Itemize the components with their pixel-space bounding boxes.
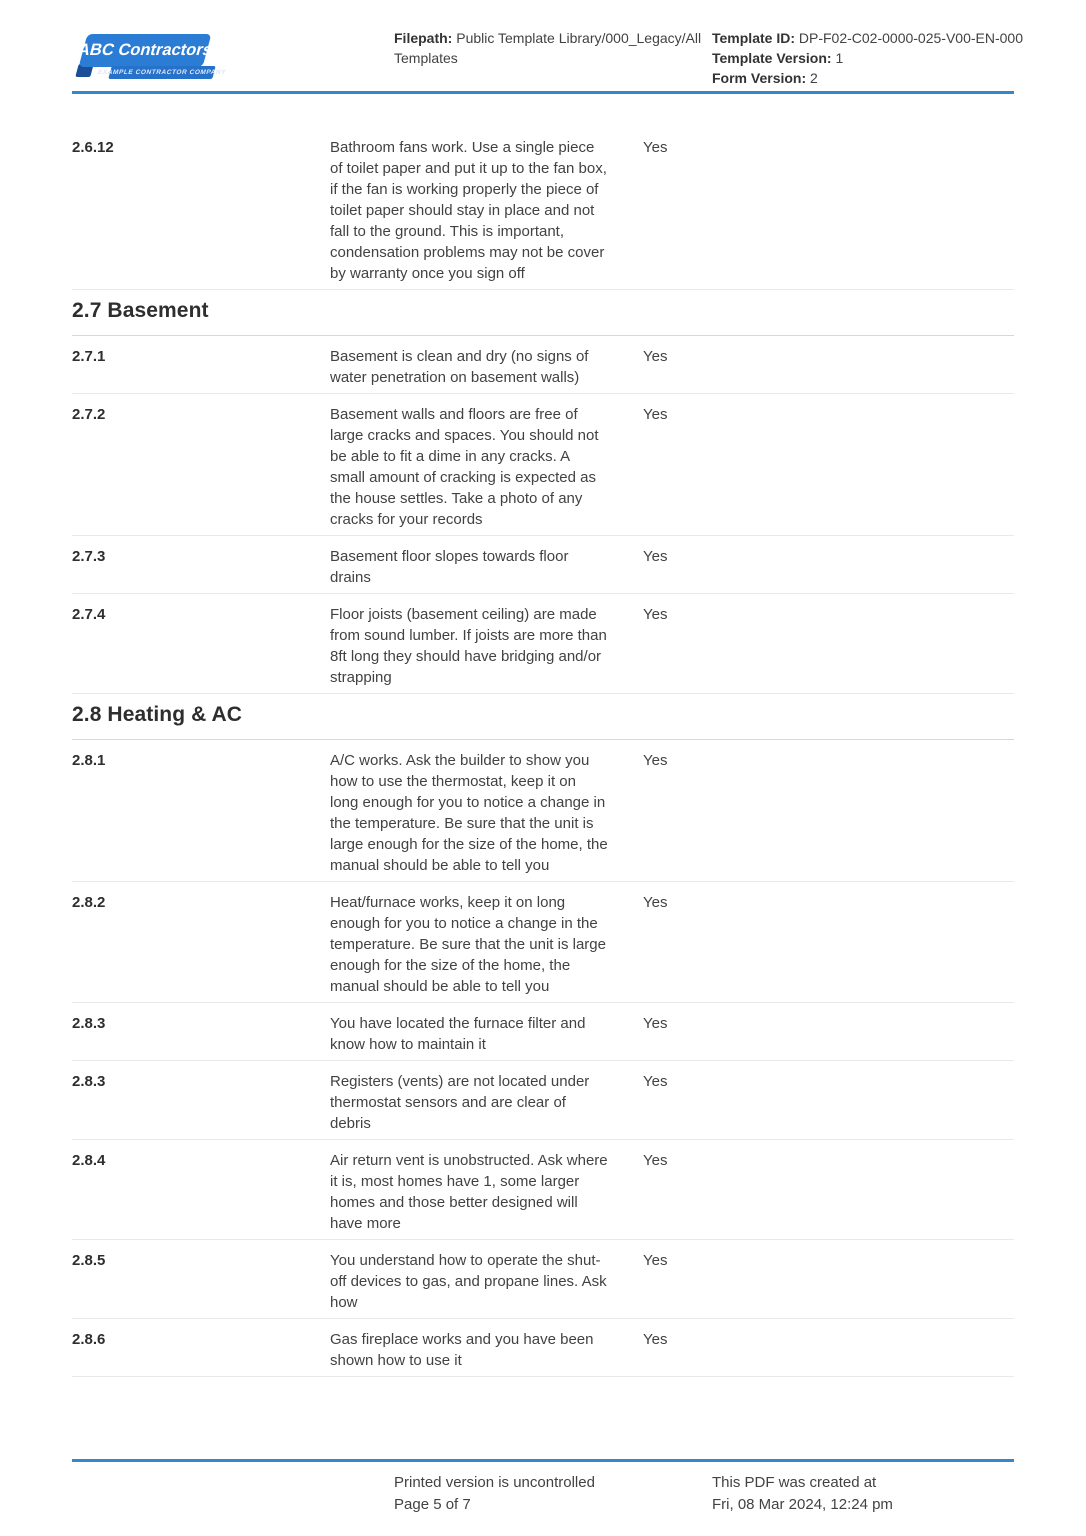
item-description: Floor joists (basement ceiling) are made from sound lumber. If joists are more than 8ft long they should have bridging and/or strapping <box>330 606 607 686</box>
item-description: Basement walls and floors are free of large cracks and spaces. You should not be able to fit a dime in any cracks. A small amount of cracking is expected as the house settles. Take a photo of any cracks for your records <box>330 406 599 528</box>
item-answer: Yes <box>643 406 668 423</box>
item-description: A/C works. Ask the builder to show you how to use the thermostat, keep it on long enough for you to notice a change in the temperature. Be sure that the unit is large enough for the size of the home, the manual should be able to tell you <box>330 752 608 874</box>
form-version-label: Form Version: <box>712 70 807 86</box>
form-version-value: 2 <box>810 70 818 86</box>
item-description: Bathroom fans work. Use a single piece of toilet paper and put it up to the fan box, if the fan is working properly the piece of toilet paper should stay in place and not fall to the ground. This is important, condensation problems may not be cover by warranty once you sign off <box>330 139 607 282</box>
footer-right <box>712 1472 893 1516</box>
checklist-item-row <box>72 740 1014 882</box>
template-meta <box>712 28 1032 88</box>
item-answer: Yes <box>643 752 668 769</box>
item-description: Basement is clean and dry (no signs of water penetration on basement walls) <box>330 348 589 386</box>
item-description: You have located the furnace filter and know how to maintain it <box>330 1015 586 1053</box>
item-answer: Yes <box>643 606 668 623</box>
template-id-value: DP-F02-C02-0000-025-V00-EN-000 <box>798 30 1023 46</box>
company-logo <box>72 28 228 82</box>
logo-subtitle: EXAMPLE CONTRACTOR COMPANY <box>108 66 215 79</box>
item-id: 2.8.3 <box>72 1073 106 1090</box>
item-id: 2.8.1 <box>72 752 106 769</box>
section-heading: 2.7 Basement <box>72 290 1014 336</box>
template-id-label: Template ID: <box>712 30 795 46</box>
checklist <box>72 94 1014 1377</box>
filepath-value: Public Template Library/000_Legacy/All Templates <box>394 30 702 66</box>
checklist-item-row <box>72 1140 1014 1240</box>
section-heading: 2.8 Heating & AC <box>72 694 1014 740</box>
item-answer: Yes <box>643 894 668 911</box>
item-id: 2.8.4 <box>72 1152 106 1169</box>
item-description: Heat/furnace works, keep it on long enough for you to notice a change in the temperature. Be sure that the unit is large enough for the size of the home, the manual should be able to tell you <box>330 894 606 995</box>
filepath <box>394 28 704 68</box>
footer-left <box>394 1472 595 1516</box>
checklist-item-row <box>72 594 1014 694</box>
item-answer: Yes <box>643 1152 668 1169</box>
template-id-line <box>712 28 1032 48</box>
template-version-label: Template Version: <box>712 50 832 66</box>
footer-divider <box>72 1459 1014 1462</box>
item-id: 2.7.4 <box>72 606 106 623</box>
template-version-value: 1 <box>835 50 844 66</box>
item-answer: Yes <box>643 139 668 156</box>
checklist-item-row <box>72 127 1014 290</box>
template-version-line <box>712 48 1032 68</box>
checklist-item-row <box>72 882 1014 1003</box>
checklist-item-row <box>72 394 1014 536</box>
item-id: 2.6.12 <box>72 139 114 156</box>
item-id: 2.8.2 <box>72 894 106 911</box>
item-description: You understand how to operate the shut-off devices to gas, and propane lines. Ask how <box>330 1252 607 1311</box>
item-answer: Yes <box>643 1073 668 1090</box>
item-id: 2.8.3 <box>72 1015 106 1032</box>
item-answer: Yes <box>643 1252 668 1269</box>
item-description: Air return vent is unobstructed. Ask where it is, most homes have 1, some larger homes and those better designed will have more <box>330 1152 608 1232</box>
item-answer: Yes <box>643 1015 668 1032</box>
footer-created-label: This PDF was created at <box>712 1474 877 1491</box>
item-answer: Yes <box>643 548 668 565</box>
form-version-line <box>712 68 1032 88</box>
checklist-item-row <box>72 1003 1014 1061</box>
checklist-item-row <box>72 1319 1014 1377</box>
checklist-item-row <box>72 336 1014 394</box>
item-description: Gas fireplace works and you have been shown how to use it <box>330 1331 594 1369</box>
checklist-item-row <box>72 1240 1014 1319</box>
filepath-label: Filepath: <box>394 30 453 46</box>
item-description: Registers (vents) are not located under thermostat sensors and are clear of debris <box>330 1073 590 1132</box>
item-id: 2.8.5 <box>72 1252 106 1269</box>
item-id: 2.7.2 <box>72 406 106 423</box>
item-id: 2.7.1 <box>72 348 106 365</box>
footer-page-number: Page 5 of 7 <box>394 1496 471 1513</box>
item-description: Basement floor slopes towards floor drains <box>330 548 569 586</box>
checklist-item-row <box>72 536 1014 594</box>
item-id: 2.8.6 <box>72 1331 106 1348</box>
footer-uncontrolled-note: Printed version is uncontrolled <box>394 1474 595 1491</box>
checklist-item-row <box>72 1061 1014 1140</box>
item-id: 2.7.3 <box>72 548 106 565</box>
logo-title: ABC Contractors <box>79 34 212 67</box>
footer-created-timestamp: Fri, 08 Mar 2024, 12:24 pm <box>712 1496 893 1513</box>
item-answer: Yes <box>643 1331 668 1348</box>
item-answer: Yes <box>643 348 668 365</box>
